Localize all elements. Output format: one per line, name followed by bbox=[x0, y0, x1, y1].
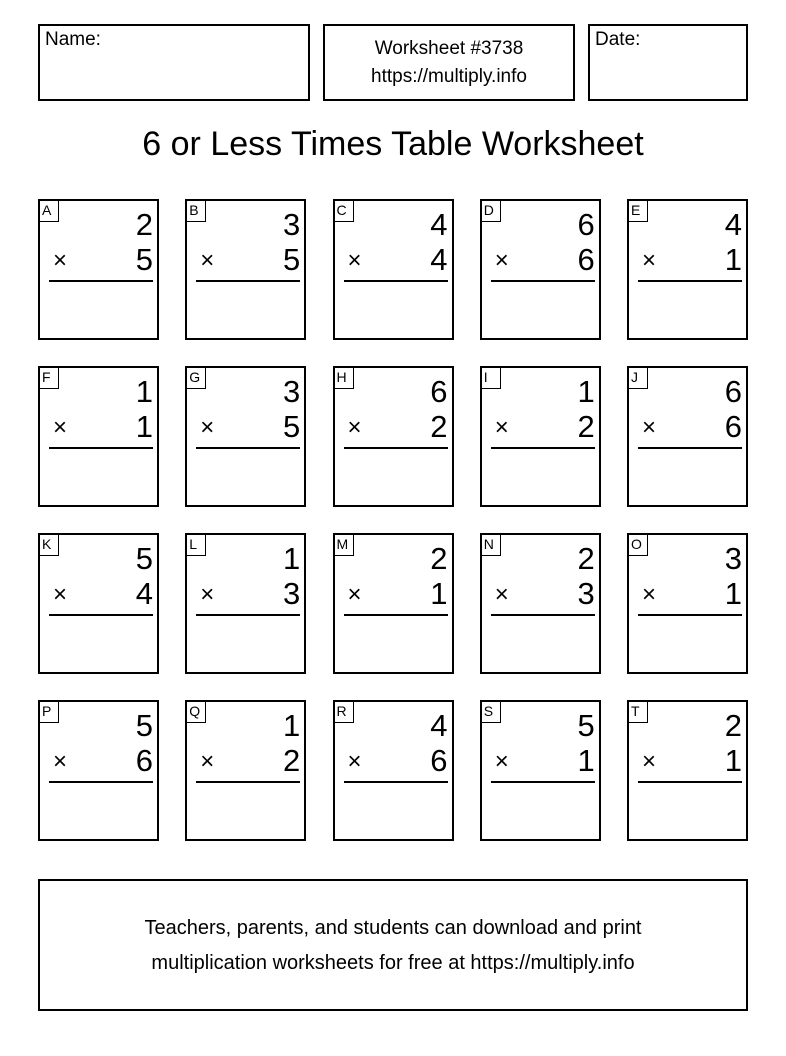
multiplier: 1 bbox=[577, 743, 595, 778]
times-sign: × bbox=[347, 414, 362, 441]
problem-card[interactable] bbox=[333, 199, 454, 340]
problem-card[interactable] bbox=[627, 700, 748, 841]
answer-line bbox=[49, 447, 153, 449]
multiplier: 5 bbox=[283, 409, 301, 444]
multiplier: 4 bbox=[430, 242, 448, 277]
problem-card[interactable] bbox=[38, 199, 159, 340]
answer-line bbox=[49, 280, 153, 282]
problem-card[interactable] bbox=[38, 700, 159, 841]
multiplicand: 6 bbox=[724, 374, 742, 409]
problem-letter: E bbox=[628, 200, 648, 222]
answer-line bbox=[344, 781, 448, 783]
multiplicand: 1 bbox=[283, 708, 301, 743]
answer-line bbox=[344, 614, 448, 616]
times-sign: × bbox=[642, 414, 657, 441]
multiplier: 6 bbox=[724, 409, 742, 444]
name-field-box[interactable] bbox=[38, 24, 310, 101]
times-sign: × bbox=[642, 748, 657, 775]
times-sign: × bbox=[494, 247, 509, 274]
times-sign: × bbox=[200, 414, 215, 441]
answer-line bbox=[638, 447, 742, 449]
multiplier: 1 bbox=[724, 743, 742, 778]
problem-letter: H bbox=[334, 367, 354, 389]
answer-line bbox=[491, 614, 595, 616]
multiplicand: 3 bbox=[283, 374, 301, 409]
problem-card[interactable] bbox=[480, 366, 601, 507]
times-sign: × bbox=[200, 581, 215, 608]
problem-card[interactable] bbox=[333, 700, 454, 841]
date-label: Date: bbox=[595, 29, 641, 50]
multiplicand: 4 bbox=[430, 207, 448, 242]
problem-letter: T bbox=[628, 701, 648, 723]
times-sign: × bbox=[347, 581, 362, 608]
problem-card[interactable] bbox=[480, 700, 601, 841]
multiplicand: 5 bbox=[577, 708, 595, 743]
answer-line bbox=[196, 280, 300, 282]
answer-line bbox=[638, 614, 742, 616]
times-sign: × bbox=[53, 247, 68, 274]
times-sign: × bbox=[347, 748, 362, 775]
problem-letter: M bbox=[334, 534, 354, 556]
problem-letter: J bbox=[628, 367, 648, 389]
problem-letter: I bbox=[481, 367, 501, 389]
worksheet-info-box bbox=[323, 24, 575, 101]
problem-grid bbox=[38, 199, 748, 841]
answer-line bbox=[491, 280, 595, 282]
times-sign: × bbox=[642, 581, 657, 608]
times-sign: × bbox=[200, 748, 215, 775]
problem-letter: C bbox=[334, 200, 354, 222]
multiplier: 5 bbox=[283, 242, 301, 277]
problem-card[interactable] bbox=[185, 700, 306, 841]
times-sign: × bbox=[494, 748, 509, 775]
problem-letter: O bbox=[628, 534, 648, 556]
multiplier: 4 bbox=[135, 576, 153, 611]
multiplicand: 1 bbox=[283, 541, 301, 576]
answer-line bbox=[196, 614, 300, 616]
problem-letter: F bbox=[39, 367, 59, 389]
multiplier: 1 bbox=[724, 242, 742, 277]
problem-letter: B bbox=[186, 200, 206, 222]
problem-letter: G bbox=[186, 367, 206, 389]
multiplicand: 4 bbox=[430, 708, 448, 743]
multiplier: 1 bbox=[724, 576, 742, 611]
multiplicand: 4 bbox=[724, 207, 742, 242]
problem-letter: K bbox=[39, 534, 59, 556]
problem-letter: N bbox=[481, 534, 501, 556]
footer-line-1: Teachers, parents, and students can download and print bbox=[144, 917, 642, 939]
problem-card[interactable] bbox=[38, 533, 159, 674]
problem-card[interactable] bbox=[627, 533, 748, 674]
problem-card[interactable] bbox=[627, 199, 748, 340]
page-title: 6 or Less Times Table Worksheet bbox=[142, 125, 644, 163]
worksheet-id: Worksheet #3738 bbox=[374, 38, 524, 59]
multiplier: 2 bbox=[577, 409, 595, 444]
answer-line bbox=[344, 447, 448, 449]
footer-box bbox=[38, 879, 748, 1011]
multiplier: 3 bbox=[577, 576, 595, 611]
multiplicand: 5 bbox=[135, 541, 153, 576]
multiplicand: 2 bbox=[724, 708, 742, 743]
multiplicand: 5 bbox=[135, 708, 153, 743]
multiplier: 1 bbox=[135, 409, 153, 444]
multiplicand: 2 bbox=[135, 207, 153, 242]
answer-line bbox=[491, 447, 595, 449]
multiplicand: 1 bbox=[577, 374, 595, 409]
multiplicand: 1 bbox=[135, 374, 153, 409]
problem-letter: Q bbox=[186, 701, 206, 723]
answer-line bbox=[638, 781, 742, 783]
problem-card[interactable] bbox=[627, 366, 748, 507]
problem-card[interactable] bbox=[333, 366, 454, 507]
answer-line bbox=[491, 781, 595, 783]
times-sign: × bbox=[53, 748, 68, 775]
name-label: Name: bbox=[45, 29, 101, 50]
problem-letter: R bbox=[334, 701, 354, 723]
problem-letter: A bbox=[39, 200, 59, 222]
times-sign: × bbox=[642, 247, 657, 274]
multiplier: 2 bbox=[430, 409, 448, 444]
multiplicand: 6 bbox=[430, 374, 448, 409]
problem-card[interactable] bbox=[185, 533, 306, 674]
multiplier: 6 bbox=[430, 743, 448, 778]
answer-line bbox=[196, 447, 300, 449]
multiplier: 3 bbox=[283, 576, 301, 611]
multiplicand: 2 bbox=[430, 541, 448, 576]
footer-line-2: multiplication worksheets for free at https://multiply.info bbox=[151, 952, 635, 974]
times-sign: × bbox=[347, 247, 362, 274]
answer-line bbox=[49, 614, 153, 616]
answer-line bbox=[344, 280, 448, 282]
problem-card[interactable] bbox=[480, 533, 601, 674]
problem-letter: P bbox=[39, 701, 59, 723]
times-sign: × bbox=[494, 414, 509, 441]
multiplier: 2 bbox=[283, 743, 301, 778]
answer-line bbox=[196, 781, 300, 783]
problem-card[interactable] bbox=[38, 366, 159, 507]
problem-card[interactable] bbox=[185, 366, 306, 507]
date-field-box[interactable] bbox=[588, 24, 748, 101]
multiplicand: 2 bbox=[577, 541, 595, 576]
problem-letter: D bbox=[481, 200, 501, 222]
worksheet-url: https://multiply.info bbox=[371, 66, 527, 87]
problem-card[interactable] bbox=[185, 199, 306, 340]
multiplicand: 3 bbox=[283, 207, 301, 242]
multiplier: 5 bbox=[135, 242, 153, 277]
multiplier: 1 bbox=[430, 576, 448, 611]
problem-card[interactable] bbox=[480, 199, 601, 340]
answer-line bbox=[49, 781, 153, 783]
times-sign: × bbox=[200, 247, 215, 274]
answer-line bbox=[638, 280, 742, 282]
multiplier: 6 bbox=[135, 743, 153, 778]
problem-letter: L bbox=[186, 534, 206, 556]
problem-letter: S bbox=[481, 701, 501, 723]
times-sign: × bbox=[53, 414, 68, 441]
times-sign: × bbox=[53, 581, 68, 608]
multiplier: 6 bbox=[577, 242, 595, 277]
multiplicand: 3 bbox=[724, 541, 742, 576]
problem-card[interactable] bbox=[333, 533, 454, 674]
multiplicand: 6 bbox=[577, 207, 595, 242]
times-sign: × bbox=[494, 581, 509, 608]
